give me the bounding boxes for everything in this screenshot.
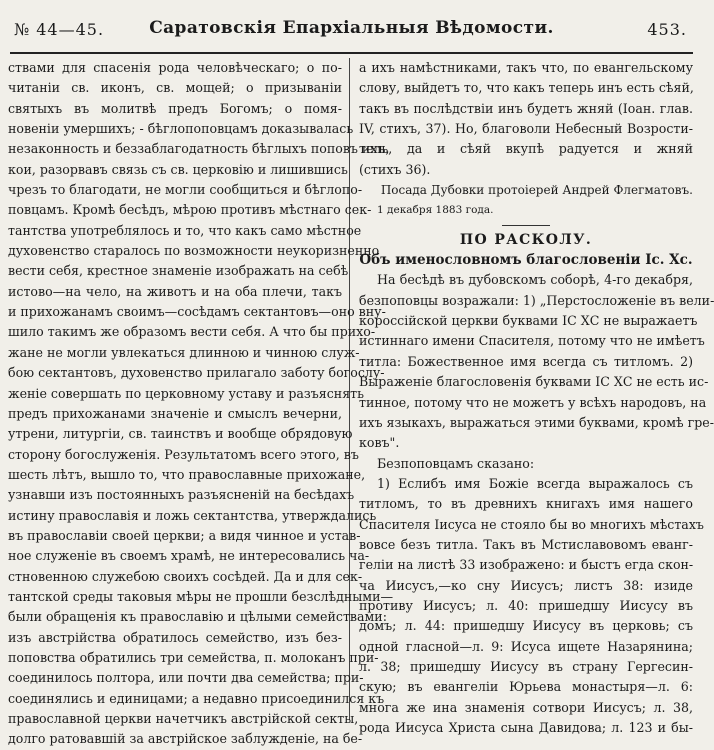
text-line: ковъ". — [359, 435, 400, 451]
text-line: одной гласной—л. 9: Исуса ищете Назарянина; — [359, 638, 693, 654]
text-line: геліи на листѣ 33 изображено: и быстъ егда скон- — [359, 557, 694, 573]
text-line: и прихожанамъ своимъ—сосѣдамъ сектантовъ—оно вну- — [8, 304, 386, 320]
text-line: (стихъ 36). — [359, 161, 431, 177]
text-line: ихъ языкахъ, выражаться этими буквами, кромѣ гре- — [359, 414, 714, 430]
text-line: безпоповцы возражали: 1) „Перстосложеніе въ вели- — [359, 292, 714, 308]
text-line: женіе совершать по церковному уставу и разъяснять — [8, 385, 364, 401]
text-line: истину православія и ложь сектантства, утверждались — [8, 507, 377, 523]
text-line: такъ въ послѣдствіи инъ будетъ жняй (Іоан. глав. — [359, 100, 693, 116]
text-line: тантской среды таковыя мѣры не прошли безслѣдными— — [8, 588, 394, 604]
text-line: въ православіи своей церкви; а видя чинное и устав- — [8, 527, 361, 543]
text-line: кои, разорвавъ связь съ св. церковію и лишившись — [8, 161, 348, 177]
text-line: домъ; л. 44: пришедшу Иисусу въ церковь; съ — [359, 618, 693, 634]
author-signature: Посада Дубовки протоіерей Андрей Флегматовъ. — [380, 183, 693, 198]
text-line: На бесѣдѣ въ дубовскомъ соборѣ, 4-го декабря, — [377, 272, 693, 288]
text-line: IV, стихъ, 37). Но, благоволи Небесный Возрости- — [359, 121, 693, 137]
text-line: утрени, литургіи, св. таинствъ и вообще обрядовую — [8, 426, 353, 442]
text-line: многа же ина знаменія сотвори Иисусъ; л. 38, — [359, 699, 693, 715]
text-line: узнавши изъ постоянныхъ разъясненій на бесѣдахъ — [8, 487, 355, 503]
text-line: сторону богослуженія. Результатомъ всего этого, въ — [8, 446, 359, 462]
text-line: истово—на чело, на животъ и на оба плечи, такъ — [8, 283, 342, 299]
text-line: поповства обратились три семейства, п. молоканъ при- — [8, 649, 379, 665]
text-line: шило такимъ же образомъ вести себя. А что бы прихо- — [8, 324, 376, 340]
page-number: 453. — [647, 20, 687, 39]
text-line: предъ прихожанами значеніе и смыслъ вечерни, — [8, 405, 342, 421]
section-subtitle: Объ именословномъ благословеніи Іс. Хс. — [359, 252, 693, 269]
text-line: шесть лѣтъ, вышло то, что православные прихожане, — [8, 466, 366, 482]
text-line: новеніи умершихъ; - бѣглопоповцамъ доказывалась — [8, 121, 354, 137]
text-line: короссійской церкви буквами ІС ХС не выражаетъ — [359, 313, 698, 329]
text-line: титла: Божественное имя всегда съ титломъ. 2) — [359, 353, 693, 369]
text-line: православной церкви начетчикъ австрійской секты, — [8, 711, 359, 726]
text-line: повцамъ. Кромѣ бесѣдъ, мѣрою противъ мѣстнаго сек- — [8, 202, 372, 218]
section-rule — [502, 225, 550, 226]
text-line: стновенною служебою своихъ сосѣдей. Да и для сек- — [8, 568, 363, 584]
issue-number: № 44—45. — [14, 20, 105, 39]
text-line: титломъ, то въ древнихъ книгахъ имя нашего — [359, 496, 693, 512]
header-rule — [10, 52, 693, 54]
text-line: вести себя, крестное знаменіе изображать на себѣ — [8, 263, 349, 279]
text-line: слову, выйдетъ то, что какъ теперь инъ есть сѣяй, — [359, 80, 694, 96]
text-line: соединялись и единицами; а недавно присоединился къ — [8, 690, 385, 706]
text-line: рода Иисуса Христа сына Давидова; л. 123 и бы- — [359, 720, 693, 735]
text-line: чрезъ то благодати, не могли сообщиться и бѣглопо- — [8, 182, 363, 198]
text-line: противу Иисусъ; л. 40: пришедшу Иисусу въ — [359, 597, 693, 613]
text-line: тинное, потому что не можетъ у всѣхъ народовъ, на — [359, 394, 707, 410]
text-line: л. 38; пришедшу Иисусу въ страну Гергесин- — [359, 658, 693, 674]
text-line: вовсе безъ титла. Такъ въ Мстиславовомъ еванг- — [359, 536, 693, 552]
text-line: долго ратовавшій за австрійское заблужденіе, на бе- — [8, 731, 363, 747]
text-line: духовенство старалось по возможности неукоризненно — [8, 243, 380, 259]
text-line: ча Иисусъ,—ко сну Иисусъ; листъ 38: изиде — [359, 577, 693, 593]
text-line: были обращенія къ православію и цѣлыми семействами: — [8, 609, 387, 625]
text-line: бою сектантовъ, духовенство прилагало заботу богослу- — [8, 365, 385, 381]
text-line: святыхъ въ молитвѣ предъ Богомъ; о помя- — [8, 100, 342, 116]
text-line: тель, да и сѣяй вкупѣ радуется и жняй — [359, 141, 693, 157]
text-line: читаніи св. иконъ, св. мощей; о призываніи — [8, 80, 342, 96]
text-line: незаконность и беззаблагодатность бѣглыхъ поповъ ихъ, — [8, 141, 390, 157]
closing-paragraph — [359, 58, 693, 180]
text-line: скую; въ евангеліи Юрьева монастыря—л. 6: — [359, 679, 693, 695]
text-line: 1) Еслибъ имя Божіе всегда выражалось съ — [377, 475, 693, 491]
journal-title: Саратовскія Епархіальныя Вѣдомости. — [149, 18, 554, 38]
text-line: Выраженіе благословенія буквами ІС ХС не есть ис- — [359, 374, 709, 390]
section-title: ПО РАСКОЛУ. — [459, 231, 593, 248]
text-line: ствами для спасенія рода человѣческаго; о по- — [8, 60, 342, 75]
text-line: ное служеніе въ своемъ храмѣ, не интересовались ча- — [8, 548, 370, 564]
text-line: тантства употреблялось и то, что какъ само мѣстное — [8, 222, 362, 238]
text-line: изъ австрійства обратилось семейство, изъ без- — [8, 629, 342, 645]
reply-paragraph — [359, 474, 704, 738]
text-line: Спасителя Іисуса не стояло бы во многихъ мѣстахъ — [359, 516, 704, 532]
text-line: а ихъ намѣстниками, такъ что, по евангельскому — [359, 60, 693, 75]
text-line: жане не могли увлекаться длинною и чинною служ- — [8, 344, 360, 360]
page-header — [0, 0, 703, 56]
right-column — [359, 58, 714, 735]
text-line: соединилось полтора, или почти два семейства; при- — [8, 670, 364, 686]
signature-date: 1 декабря 1883 года. — [377, 204, 494, 217]
objections-paragraph — [359, 270, 714, 453]
text-line: истиннаго имени Спасителя, потому что не имѣетъ — [359, 333, 705, 349]
reply-intro: Безпоповцамъ сказано: — [377, 455, 535, 471]
